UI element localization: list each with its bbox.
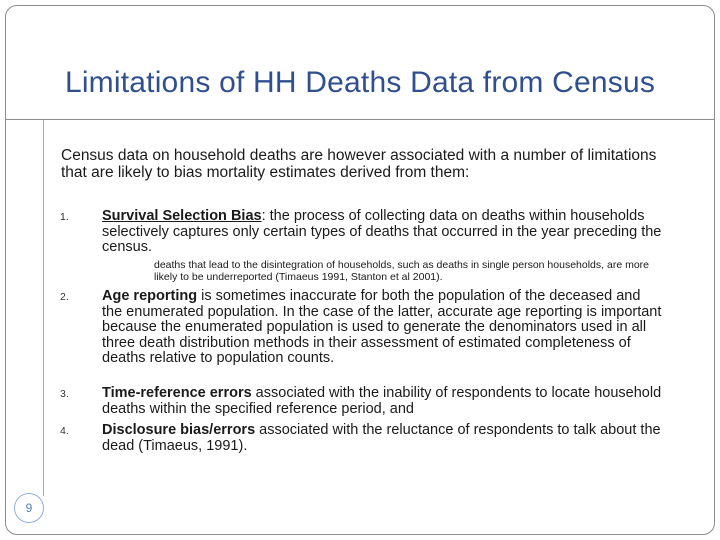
list-item-text (102, 209, 662, 256)
list-number: 3. (60, 388, 69, 400)
list-item-term: Disclosure bias/errors (102, 422, 256, 438)
list-item-body: : the process of collecting data on deaths within households selectively captures only certain types of deaths that occurred in the year preceding the census. (102, 208, 662, 255)
left-margin-band (5, 120, 44, 496)
list-item-body: associated with the reluctance of respondents to talk about the dead (Timaeus, 1991). (102, 422, 661, 454)
slide-title: Limitations of HH Deaths Data from Census (64, 66, 656, 99)
intro-paragraph: Census data on household deaths are however associated with a number of limitations that are likely to bias mortality estimates derived from them: (61, 147, 657, 181)
list-item-body: associated with the inability of respondents to locate household deaths within the specified reference period, and (102, 385, 662, 417)
sub-bullet-text: deaths that lead to the disintegration of households, such as deaths in single person households, are more likely to be underreported (Timaeus 1991, Stanton et al 2001). (154, 259, 649, 283)
list-number: 4. (60, 425, 69, 437)
slide-number: 9 (14, 493, 44, 523)
list-item-text (102, 289, 662, 367)
list-item-text (102, 423, 662, 454)
list-item-text (102, 386, 662, 417)
title-area (5, 5, 715, 120)
list-item-term: Time-reference errors (102, 385, 252, 401)
list-item-body: is sometimes inaccurate for both the population of the deceased and the enumerated population. In the case of the latter, accurate age reporting is important because the enumerated population is used to generate the denominators used in all three death distribution methods in their assessment of estimated completeness of deaths relative to population counts. (102, 288, 662, 366)
list-item-term: Age reporting (102, 288, 198, 304)
list-number: 1. (60, 211, 69, 223)
list-item-term: Survival Selection Bias (102, 208, 262, 224)
list-number: 2. (60, 291, 69, 303)
